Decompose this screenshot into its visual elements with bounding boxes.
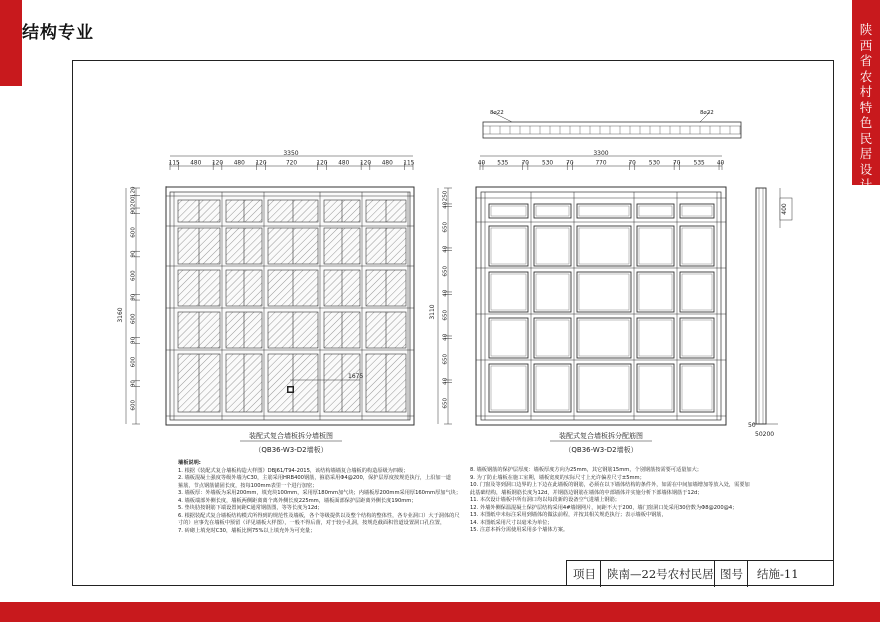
right-top-dim-1: 535: [497, 160, 509, 167]
left-top-dim-8: 120: [359, 160, 372, 167]
note-line: 9. 为了防止墙板在施工室期，墙板宽度的实际尺寸上允许偏差尺寸±5mm；: [470, 474, 645, 481]
left-side-dim-5: 600: [130, 270, 137, 281]
right-top-dim-9: 535: [693, 160, 705, 167]
right-side-dim-10: 650: [442, 397, 449, 409]
right-side-dim-5: 40: [442, 289, 449, 297]
section-dim-400: 400: [781, 203, 788, 215]
note-line: 2. 墙板混凝土强度等级外墙为C30，主筋采用HRB400钢筋，箍筋采用Φ4@200，保护层厚度按规范执行，上沿加一道: [178, 475, 451, 481]
right-top-dimension-labels: [478, 161, 725, 171]
right-panel-r3-c0: [489, 318, 528, 358]
section-view: [748, 188, 792, 438]
right-panel-r4-c0: [489, 364, 528, 412]
right-top-dim-2: 70: [521, 160, 529, 167]
tb-project-name: 陕南—22号农村民居: [607, 567, 714, 581]
right-overall-width: 3300: [593, 150, 609, 157]
right-drawing-title: 装配式复合墙板拆分配筋图: [559, 432, 643, 440]
left-top-dim-5: 720: [285, 160, 298, 167]
right-panel-r3-c4: [680, 318, 714, 358]
tb-item-label: 项目: [573, 567, 596, 581]
left-side-dim-6: 90: [130, 293, 137, 301]
left-top-dim-2: 120: [211, 160, 224, 167]
section-dim-50: 50: [748, 422, 756, 429]
right-top-dim-8: 70: [673, 160, 681, 167]
left-side-dim-11: 600: [130, 399, 137, 411]
left-wall-drawing: [117, 150, 415, 454]
rebar-label-right: 8⌀22: [700, 110, 714, 116]
left-drawing-code: （QB36-W3-D2墙板）: [254, 446, 328, 454]
left-top-dim-7: 480: [338, 160, 350, 167]
notes-left: [178, 460, 461, 535]
right-side-dim-6: 650: [442, 309, 449, 321]
left-side-dim-1: 200: [130, 196, 137, 208]
right-overall-height: 3110: [429, 304, 436, 320]
section-dim-50200: 50200: [755, 431, 775, 438]
note-line: 寸的）应事先在墙板中预留（详见墙板大样图），一般不得后凿，对于较小孔洞，按规范截面积管道设置洞口孔位置，: [178, 520, 446, 526]
note-line: 10. 门窗及等到洞口边界的上下边在此墙板的钢筋，必须在以下墙体结构的条件外，如需在中间加墙增加等放入处，需要加: [470, 482, 750, 488]
page-header-title: 结构专业: [22, 23, 94, 43]
left-side-dim-7: 600: [130, 313, 137, 325]
right-side-dim-4: 650: [442, 265, 449, 277]
rebar-label-left: 8⌀22: [490, 110, 504, 116]
left-side-dim-10: 90: [130, 380, 137, 388]
right-panel-r2-c2: [577, 272, 631, 312]
left-drawing-title: 装配式复合墙板拆分墙板图: [249, 432, 333, 440]
notes-right: [470, 467, 750, 535]
right-panel-r1-c0: [489, 226, 528, 266]
right-top-dim-3: 530: [542, 160, 554, 167]
left-overall-height: 3160: [117, 307, 124, 323]
note-line: 6. 根据装配式复合墙板结构模式所得到的规范性及墙板，各个等级提供以及整个结构的整体性，各专业洞口）大于洞体的尺: [178, 512, 460, 519]
note-line: 1. 根据《装配式复合墙板构造大样图》DBJ61/T94-2015，该结构墙墙复合墙板的构造原级为四级；: [178, 467, 409, 474]
left-top-dim-6: 120: [316, 160, 328, 167]
left-side-dim-0: 120: [130, 186, 137, 198]
right-panel-r1-c2: [577, 226, 631, 266]
left-top-dim-3: 480: [233, 160, 245, 167]
note-line: 13. 本图纸中未标注采用到墙体的做法前程，并按其相关规范执行；表示墙板中钢筋，: [470, 512, 667, 518]
left-top-dim-1: 480: [190, 160, 202, 167]
left-top-dim-9: 480: [381, 160, 393, 167]
right-top-dim-6: 70: [628, 160, 636, 167]
right-drawing-code: （QB36-W3-D2墙板）: [564, 446, 638, 454]
note-line: 14. 本图纸采用尺寸以毫米为单位；: [470, 519, 553, 526]
right-panel-r2-c1: [534, 272, 571, 312]
right-panel-r4-c4: [680, 364, 714, 412]
right-top-dim-0: 40: [477, 160, 486, 167]
left-side-dim-9: 600: [130, 356, 137, 368]
right-top-dim-5: 770: [595, 160, 607, 167]
note-line: 7. 砖砌上填充时C30，墙板比例75%以上填充外为可充量；: [178, 527, 316, 534]
left-top-dim-4: 120: [255, 160, 267, 167]
left-overall-width: 3350: [283, 150, 299, 157]
note-line: 5. 垫块肋按钢筋下端设置间距C通常钢筋图，等等长度为12d；: [178, 505, 323, 511]
note-line: 15. 注意本拆分需使用采用多个墙体方案。: [470, 527, 569, 533]
note-line: 箍筋，节点钢筋锚固长度，按每100mm表里一个进行加密；: [178, 482, 318, 489]
right-side-dim-2: 650: [442, 221, 449, 233]
right-top-dim-4: 70: [566, 160, 574, 167]
right-side-dimension-labels: [443, 188, 453, 424]
right-side-dim-8: 650: [442, 353, 449, 365]
left-side-dim-8: 90: [130, 336, 137, 344]
note-line: 此基础结构，墙板钢筋长度为12d，并钢筋边钢筋在墙体的中部墙体并实施分析下部墙体钢筋于12d；: [470, 489, 703, 496]
right-rebar-panels: [489, 204, 714, 412]
right-panel-r3-c1: [534, 318, 571, 358]
note-line: 12. 外墙外侧保温混凝土保护层结构采用4#墙钢网片，间距不大于200，墙门窗洞口处采用30倍数为Φ8@200@4；: [470, 504, 738, 511]
right-side-dim-0: 250: [442, 190, 449, 202]
title-block: [566, 560, 834, 586]
right-wall-drawing: [429, 110, 741, 454]
sidebar-vertical-title: 陕西省农村特色民居设计图集: [859, 22, 873, 223]
note-line: 11. 本次设计墙板中所有洞口均以每段新的设备空气进墙上钢筋；: [470, 497, 620, 503]
left-top-dim-0: 115: [168, 160, 180, 167]
right-panel-r2-c4: [680, 272, 714, 312]
right-panel-r2-c3: [637, 272, 674, 312]
left-side-dim-3: 600: [130, 227, 137, 238]
right-panel-r3-c3: [637, 318, 674, 358]
left-top-dim-10: 115: [403, 160, 415, 167]
right-panel-r1-c4: [680, 226, 714, 266]
right-top-dim-10: 40: [716, 160, 725, 167]
note-line: 4. 墙板端部外侧长度，墙板两侧距离离个离外侧长度225mm，墙板面部保护层距离外侧长度190mm；: [178, 497, 417, 504]
left-side-dim-2: 90: [130, 207, 137, 215]
bottom-accent-bar: [0, 602, 880, 622]
right-panel-r1-c3: [637, 226, 674, 266]
right-side-dim-1: 40: [442, 201, 449, 209]
right-side-dim-7: 40: [442, 333, 449, 341]
right-top-dim-7: 530: [648, 160, 660, 167]
notes-heading: 墙板说明:: [178, 460, 201, 466]
right-side-dim-9: 40: [442, 377, 449, 385]
left-callout-1675: 1675: [348, 373, 364, 380]
right-side-dim-3: 40: [442, 245, 449, 253]
right-panel-r4-c1: [534, 364, 571, 412]
right-panel-r4-c2: [577, 364, 631, 412]
tb-drawing-no: 结施-11: [757, 567, 799, 581]
note-line: 3. 墙板厚：外墙板为采用200mm，填充块100mm，采用厚180mm加气块；内墙板厚200mm采用厚160mm厚加气块；: [178, 490, 462, 496]
right-panel-r1-c1: [534, 226, 571, 266]
left-top-dimension-labels: [169, 161, 415, 171]
right-panel-r3-c2: [577, 318, 631, 358]
right-panel-r4-c3: [637, 364, 674, 412]
left-side-dim-4: 90: [130, 250, 137, 258]
right-panel-r2-c0: [489, 272, 528, 312]
tb-drawing-no-label: 图号: [720, 567, 743, 581]
left-side-dimension-labels: [131, 186, 141, 424]
note-line: 8. 墙板钢筋的保护层厚度：墙板厚度方向为25mm，其它钢筋15mm，个别钢筋按需要可适量加大；: [470, 467, 702, 473]
